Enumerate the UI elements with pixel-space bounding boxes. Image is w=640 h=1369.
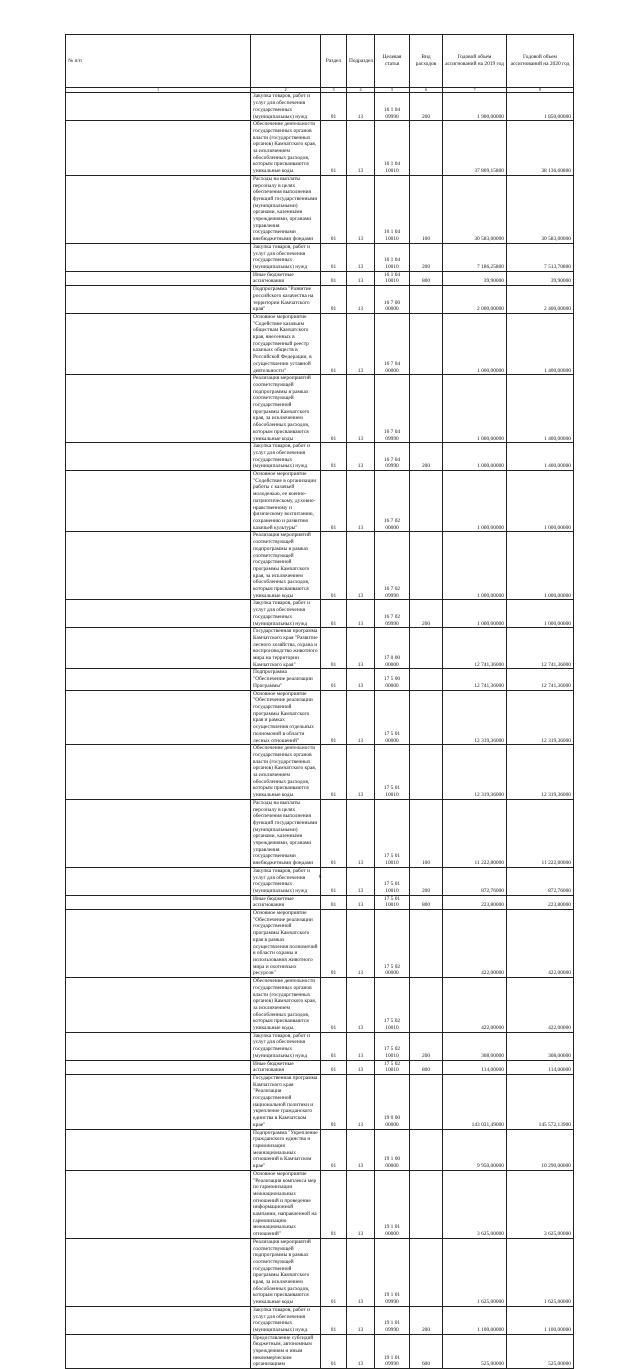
row-2019-cell: 7 186,25800 — [443, 243, 507, 271]
row-number-cell — [66, 121, 251, 176]
row-expense-type-cell — [410, 286, 443, 314]
row-name-cell: Иные бюджетные ассигнования — [251, 895, 321, 909]
row-podrazdel-cell: 13 — [347, 895, 375, 909]
row-2020-cell: 1 000,00000 — [507, 600, 574, 628]
row-razdel-cell: 01 — [321, 1060, 347, 1074]
row-2020-cell: 114,00000 — [507, 1060, 574, 1074]
row-razdel-cell: 01 — [321, 121, 347, 176]
row-razdel-cell: 01 — [321, 1170, 347, 1238]
table-row — [66, 175, 574, 243]
header-podrazdel: Подраздел — [347, 35, 375, 88]
column-index: 5 — [375, 88, 410, 93]
row-target-article-cell: 17 0 00 00000 — [375, 628, 410, 669]
table-row — [66, 690, 574, 745]
row-expense-type-cell — [410, 1074, 443, 1129]
row-podrazdel-cell: 13 — [347, 175, 375, 243]
row-expense-type-cell — [410, 690, 443, 745]
row-number-cell — [66, 910, 251, 978]
row-2019-cell: 12 741,36000 — [443, 628, 507, 669]
table-row — [66, 1129, 574, 1170]
table-row — [66, 243, 574, 271]
row-podrazdel-cell: 13 — [347, 532, 375, 600]
row-expense-type-cell — [410, 745, 443, 800]
row-expense-type-cell: 100 — [410, 799, 443, 867]
row-name-cell: Государственная программа Камчатского края "Реализация государственной национальной политики и укрепление гражданского единства в Камчатском крае" — [251, 1074, 321, 1129]
row-2020-cell: 7 513,70800 — [507, 243, 574, 271]
row-2020-cell: 3 625,00000 — [507, 1170, 574, 1238]
row-name-cell: Реализация мероприятий соответствующей подпрограммы в рамках соответствующей государственной программы Камчатского края, за исключением обособленных расходов, которым присваиваются уникальные коды — [251, 375, 321, 443]
row-name-cell: Закупка товаров, работ и услуг для обеспечения государственных (муниципальных) нужд — [251, 443, 321, 471]
table-row — [66, 1306, 574, 1334]
row-razdel-cell: 01 — [321, 1238, 347, 1306]
row-expense-type-cell — [410, 628, 443, 669]
row-expense-type-cell — [410, 313, 443, 374]
row-target-article-cell: 17 5 02 10010 — [375, 1032, 410, 1060]
row-podrazdel-cell: 13 — [347, 286, 375, 314]
row-name-cell: Подпрограмма "Развитие российского казачества на территории Камчатского края" — [251, 286, 321, 314]
row-target-article-cell: 16 1 04 10010 — [375, 121, 410, 176]
row-2020-cell: 1 400,00000 — [507, 443, 574, 471]
row-razdel-cell: 01 — [321, 271, 347, 285]
table-row — [66, 895, 574, 909]
row-name-cell: Государственная программа Камчатского края "Развитие лесного хозяйства, охрана и воспроизводство животного мира на территории Камчатского края" — [251, 628, 321, 669]
row-podrazdel-cell: 13 — [347, 1129, 375, 1170]
row-2019-cell: 9 950,00000 — [443, 1129, 507, 1170]
row-podrazdel-cell: 13 — [347, 1074, 375, 1129]
row-target-article-cell: 19 1 01 00000 — [375, 1170, 410, 1238]
row-name-cell: Закупка товаров, работ и услуг для обеспечения государственных (муниципальных) нужд — [251, 600, 321, 628]
row-razdel-cell: 01 — [321, 286, 347, 314]
row-target-article-cell: 19 1 01 09990 — [375, 1306, 410, 1334]
row-2020-cell: 308,00000 — [507, 1032, 574, 1060]
row-target-article-cell: 17 5 02 10010 — [375, 1060, 410, 1074]
table-row — [66, 799, 574, 867]
row-target-article-cell: 16 7 02 09990 — [375, 600, 410, 628]
row-target-article-cell: 16 7 04 00000 — [375, 313, 410, 374]
row-2019-cell: 30 583,00000 — [443, 175, 507, 243]
row-number-cell — [66, 1129, 251, 1170]
table-row — [66, 1032, 574, 1060]
row-2020-cell: 145 572,13900 — [507, 1074, 574, 1129]
row-name-cell: Иные бюджетные ассигнования — [251, 271, 321, 285]
row-2019-cell: 525,00000 — [443, 1334, 507, 1369]
column-index: 2 — [251, 88, 321, 93]
row-podrazdel-cell: 13 — [347, 375, 375, 443]
row-razdel-cell: 01 — [321, 93, 347, 121]
row-podrazdel-cell: 13 — [347, 867, 375, 895]
row-expense-type-cell: 800 — [410, 895, 443, 909]
row-name-cell: Обеспечение деятельности государственных органов власти (государственных органов) Камчатского края, за исключением обособленных расходов, которым присваиваются уникальные коды. — [251, 745, 321, 800]
row-2019-cell: 2 000,00000 — [443, 286, 507, 314]
row-podrazdel-cell: 13 — [347, 745, 375, 800]
row-target-article-cell: 17 5 02 00000 — [375, 910, 410, 978]
row-2020-cell: 1 850,00000 — [507, 93, 574, 121]
row-razdel-cell: 01 — [321, 443, 347, 471]
row-razdel-cell: 01 — [321, 243, 347, 271]
row-expense-type-cell: 200 — [410, 600, 443, 628]
row-target-article-cell: 16 7 04 09990 — [375, 443, 410, 471]
row-2020-cell: 11 222,80000 — [507, 799, 574, 867]
row-podrazdel-cell: 13 — [347, 93, 375, 121]
row-razdel-cell: 01 — [321, 690, 347, 745]
row-razdel-cell: 01 — [321, 895, 347, 909]
row-podrazdel-cell: 13 — [347, 471, 375, 532]
table-body — [66, 93, 574, 1369]
table-row — [66, 978, 574, 1033]
row-2020-cell: 872,76000 — [507, 867, 574, 895]
row-razdel-cell: 01 — [321, 471, 347, 532]
row-name-cell: Закупка товаров, работ и услуг для обеспечения государственных (муниципальных) нужд — [251, 1032, 321, 1060]
row-razdel-cell: 01 — [321, 600, 347, 628]
row-2020-cell: 38 136,60800 — [507, 121, 574, 176]
row-razdel-cell: 01 — [321, 313, 347, 374]
row-name-cell: Основное мероприятие "Реализация комплекса мер по гармонизации межнациональных отношений и проведение информационной кампании, направленной на гармонизацию межнациональных отношений" — [251, 1170, 321, 1238]
row-number-cell — [66, 1238, 251, 1306]
row-podrazdel-cell: 13 — [347, 600, 375, 628]
table-row — [66, 271, 574, 285]
row-number-cell — [66, 690, 251, 745]
row-2019-cell: 1 625,00000 — [443, 1238, 507, 1306]
row-expense-type-cell: 200 — [410, 1306, 443, 1334]
row-razdel-cell: 01 — [321, 1334, 347, 1369]
row-2020-cell: 39,90000 — [507, 271, 574, 285]
row-2020-cell: 1 625,00000 — [507, 1238, 574, 1306]
row-expense-type-cell — [410, 669, 443, 690]
row-name-cell: Подпрограмма "Укрепление гражданского единства и гармонизация межнациональных отношений в Камчатском крае" — [251, 1129, 321, 1170]
row-podrazdel-cell: 13 — [347, 1170, 375, 1238]
table-row — [66, 669, 574, 690]
column-index: 4 — [347, 88, 375, 93]
row-razdel-cell: 01 — [321, 1074, 347, 1129]
row-razdel-cell: 01 — [321, 867, 347, 895]
header-target-article: Целевая статья — [375, 35, 410, 88]
row-podrazdel-cell: 13 — [347, 443, 375, 471]
row-expense-type-cell: 600 — [410, 1334, 443, 1369]
row-2019-cell: 39,90000 — [443, 271, 507, 285]
row-name-cell: Расходы на выплаты персоналу в целях обеспечения выполнения функций государственными (муниципальными) органами, казенными учреждениями, органами управления государственными внебюджетными фондами — [251, 175, 321, 243]
row-razdel-cell: 01 — [321, 1129, 347, 1170]
row-2020-cell: 10 290,00000 — [507, 1129, 574, 1170]
row-2020-cell: 1 000,00000 — [507, 532, 574, 600]
row-podrazdel-cell: 13 — [347, 1032, 375, 1060]
row-razdel-cell: 01 — [321, 745, 347, 800]
row-2020-cell: 1 100,00000 — [507, 1306, 574, 1334]
row-razdel-cell: 01 — [321, 799, 347, 867]
row-podrazdel-cell: 13 — [347, 910, 375, 978]
column-index: 6 — [410, 88, 443, 93]
row-razdel-cell: 01 — [321, 910, 347, 978]
header-2019: Годовой объем ассигнований на 2019 год — [443, 35, 507, 88]
row-target-article-cell: 16 7 04 09990 — [375, 375, 410, 443]
row-podrazdel-cell: 13 — [347, 628, 375, 669]
row-number-cell — [66, 443, 251, 471]
row-number-cell — [66, 1334, 251, 1369]
row-2019-cell: 1 000,00000 — [443, 471, 507, 532]
row-number-cell — [66, 1074, 251, 1129]
table-row — [66, 1060, 574, 1074]
row-target-article-cell: 16 7 02 09990 — [375, 532, 410, 600]
row-expense-type-cell — [410, 121, 443, 176]
row-podrazdel-cell: 13 — [347, 669, 375, 690]
row-number-cell — [66, 1306, 251, 1334]
row-target-article-cell: 17 5 01 00000 — [375, 690, 410, 745]
table-row — [66, 600, 574, 628]
table-row — [66, 1238, 574, 1306]
row-2019-cell: 1 000,00000 — [443, 375, 507, 443]
row-expense-type-cell: 200 — [410, 443, 443, 471]
row-razdel-cell: 01 — [321, 1032, 347, 1060]
row-2020-cell: 422,00000 — [507, 910, 574, 978]
row-2019-cell: 308,00000 — [443, 1032, 507, 1060]
row-number-cell — [66, 313, 251, 374]
table-row — [66, 443, 574, 471]
row-expense-type-cell: 200 — [410, 243, 443, 271]
row-2019-cell: 12 319,36000 — [443, 690, 507, 745]
row-razdel-cell: 01 — [321, 532, 347, 600]
row-2019-cell: 1 900,00000 — [443, 93, 507, 121]
row-razdel-cell: 01 — [321, 669, 347, 690]
row-2020-cell: 12 319,36000 — [507, 745, 574, 800]
row-name-cell: Закупка товаров, работ и услуг для обеспечения государственных (муниципальных) нужд — [251, 93, 321, 121]
row-number-cell — [66, 867, 251, 895]
column-index: 8 — [507, 88, 574, 93]
table-row — [66, 867, 574, 895]
table-row — [66, 910, 574, 978]
row-expense-type-cell — [410, 978, 443, 1033]
row-expense-type-cell — [410, 532, 443, 600]
table-row — [66, 471, 574, 532]
row-number-cell — [66, 799, 251, 867]
table-row — [66, 532, 574, 600]
row-2020-cell: 30 583,00000 — [507, 175, 574, 243]
row-podrazdel-cell: 13 — [347, 799, 375, 867]
table-row — [66, 745, 574, 800]
header-name — [251, 35, 321, 88]
row-podrazdel-cell: 13 — [347, 1060, 375, 1074]
header-expense-type: Вид расходов — [410, 35, 443, 88]
row-2020-cell: 525,00000 — [507, 1334, 574, 1369]
row-target-article-cell: 17 5 01 10010 — [375, 745, 410, 800]
row-expense-type-cell: 200 — [410, 867, 443, 895]
column-index: 1 — [66, 88, 251, 93]
table-row — [66, 1334, 574, 1369]
table-row — [66, 121, 574, 176]
row-number-cell — [66, 271, 251, 285]
row-target-article-cell: 16 1 04 10010 — [375, 243, 410, 271]
row-number-cell — [66, 175, 251, 243]
row-2020-cell: 422,00000 — [507, 978, 574, 1033]
row-2020-cell: 12 741,36000 — [507, 669, 574, 690]
row-podrazdel-cell: 13 — [347, 1334, 375, 1369]
row-number-cell — [66, 471, 251, 532]
table-row — [66, 93, 574, 121]
row-expense-type-cell — [410, 375, 443, 443]
row-number-cell — [66, 1032, 251, 1060]
row-number-cell — [66, 669, 251, 690]
row-2019-cell: 872,76000 — [443, 867, 507, 895]
row-podrazdel-cell: 13 — [347, 978, 375, 1033]
row-number-cell — [66, 93, 251, 121]
row-number-cell — [66, 375, 251, 443]
row-name-cell: Обеспечение деятельности государственных органов власти (государственных органов) Камчатского края, за исключением обособленных расходов, которым присваиваются уникальные коды. — [251, 121, 321, 176]
row-expense-type-cell: 200 — [410, 1032, 443, 1060]
row-2020-cell: 12 741,36000 — [507, 628, 574, 669]
row-2019-cell: 1 000,00000 — [443, 443, 507, 471]
row-razdel-cell: 01 — [321, 375, 347, 443]
row-2020-cell: 1 400,00000 — [507, 313, 574, 374]
row-2020-cell: 2 400,00000 — [507, 286, 574, 314]
row-2020-cell: 1 000,00000 — [507, 471, 574, 532]
header-2020: Годовой объем ассигнований на 2020 год — [507, 35, 574, 88]
row-2020-cell: 223,80000 — [507, 895, 574, 909]
row-razdel-cell: 01 — [321, 175, 347, 243]
row-target-article-cell: 17 5 01 10010 — [375, 895, 410, 909]
row-number-cell — [66, 286, 251, 314]
row-name-cell: Основное мероприятие "Обеспечение реализации государственной программы Камчатского края в рамках осуществления полномочий в области охраны и использования животного мира и охотничьих ресурсов" — [251, 910, 321, 978]
row-2019-cell: 12 319,36000 — [443, 745, 507, 800]
row-expense-type-cell: 100 — [410, 175, 443, 243]
page-number: 6 — [318, 874, 322, 880]
row-2019-cell: 223,80000 — [443, 895, 507, 909]
row-2019-cell: 11 222,80000 — [443, 799, 507, 867]
row-razdel-cell: 01 — [321, 628, 347, 669]
row-2019-cell: 1 000,00000 — [443, 313, 507, 374]
row-name-cell: Обеспечение деятельности государственных органов власти (государственных органов) Камчатского края, за исключением обособленных расходов, которым присваиваются уникальные коды. — [251, 978, 321, 1033]
row-2020-cell: 12 319,36000 — [507, 690, 574, 745]
row-2019-cell: 1 100,00000 — [443, 1306, 507, 1334]
row-podrazdel-cell: 13 — [347, 1306, 375, 1334]
row-name-cell: Закупка товаров, работ и услуг для обеспечения государственных (муниципальных) нужд — [251, 243, 321, 271]
row-2019-cell: 114,00000 — [443, 1060, 507, 1074]
row-2019-cell: 1 000,00000 — [443, 532, 507, 600]
row-podrazdel-cell: 13 — [347, 243, 375, 271]
row-name-cell: Закупка товаров, работ и услуг для обеспечения государственных (муниципальных) нужд — [251, 867, 321, 895]
row-name-cell: Иные бюджетные ассигнования — [251, 1060, 321, 1074]
row-podrazdel-cell: 13 — [347, 121, 375, 176]
row-target-article-cell: 16 1 04 09990 — [375, 93, 410, 121]
row-target-article-cell: 17 5 02 10010 — [375, 978, 410, 1033]
row-number-cell — [66, 628, 251, 669]
column-index: 7 — [443, 88, 507, 93]
header-razdel: Раздел — [321, 35, 347, 88]
row-target-article-cell: 19 0 00 00000 — [375, 1074, 410, 1129]
row-target-article-cell: 16 7 02 00000 — [375, 471, 410, 532]
row-expense-type-cell — [410, 1238, 443, 1306]
row-target-article-cell: 17 5 01 10010 — [375, 867, 410, 895]
budget-table — [65, 34, 574, 1369]
row-2019-cell: 3 625,00000 — [443, 1170, 507, 1238]
row-expense-type-cell: 800 — [410, 271, 443, 285]
row-2019-cell: 422,00000 — [443, 910, 507, 978]
row-number-cell — [66, 1060, 251, 1074]
row-2019-cell: 143 031,49000 — [443, 1074, 507, 1129]
row-number-cell — [66, 895, 251, 909]
row-razdel-cell: 01 — [321, 978, 347, 1033]
row-name-cell: Предоставление субсидий бюджетным, автономным учреждениям и иным некоммерческим организациям — [251, 1334, 321, 1369]
table-row — [66, 1170, 574, 1238]
row-target-article-cell: 19 1 01 09990 — [375, 1334, 410, 1369]
row-target-article-cell: 17 5 01 10010 — [375, 799, 410, 867]
row-target-article-cell: 17 5 00 00000 — [375, 669, 410, 690]
row-number-cell — [66, 745, 251, 800]
table-row — [66, 286, 574, 314]
column-index: 3 — [321, 88, 347, 93]
table-header-row — [66, 35, 574, 88]
row-name-cell: Основное мероприятие "Содействие в организации работы с казачьей молодежью, ее военно-патриотическому, духовно-нравственному и физическому воспитанию, сохранению и развитию казачьей культуры" — [251, 471, 321, 532]
table-row — [66, 313, 574, 374]
row-name-cell: Основное мероприятие "Содействие казачьим обществам Камчатского края, внесенных в государственный реестр казачьих обществ в Российской Федерации, в осуществлении уставной деятельности" — [251, 313, 321, 374]
row-expense-type-cell — [410, 471, 443, 532]
row-expense-type-cell: 800 — [410, 1060, 443, 1074]
row-number-cell — [66, 532, 251, 600]
row-razdel-cell: 01 — [321, 1306, 347, 1334]
row-2020-cell: 1 400,00000 — [507, 375, 574, 443]
row-expense-type-cell: 200 — [410, 93, 443, 121]
row-name-cell: Закупка товаров, работ и услуг для обеспечения государственных (муниципальных) нужд — [251, 1306, 321, 1334]
row-target-article-cell: 16 1 04 10010 — [375, 175, 410, 243]
row-expense-type-cell — [410, 1129, 443, 1170]
row-name-cell: Подпрограмма "Обеспечение реализации Программы" — [251, 669, 321, 690]
row-expense-type-cell — [410, 910, 443, 978]
row-name-cell: Реализация мероприятий соответствующей подпрограммы в рамках соответствующей государственной программы Камчатского края, за исключением обособленных расходов, которым присваиваются уникальные коды — [251, 1238, 321, 1306]
row-2019-cell: 422,00000 — [443, 978, 507, 1033]
row-podrazdel-cell: 13 — [347, 1238, 375, 1306]
row-2019-cell: 37 809,15800 — [443, 121, 507, 176]
row-2019-cell: 1 000,00000 — [443, 600, 507, 628]
row-number-cell — [66, 978, 251, 1033]
row-number-cell — [66, 600, 251, 628]
table-row — [66, 1074, 574, 1129]
row-target-article-cell: 16 1 04 10010 — [375, 271, 410, 285]
row-name-cell: Расходы на выплаты персоналу в целях обеспечения выполнения функций государственными (муниципальными) органами, казенными учреждениями, органами управления государственными внебюджетными фондами — [251, 799, 321, 867]
row-podrazdel-cell: 13 — [347, 690, 375, 745]
row-podrazdel-cell: 13 — [347, 313, 375, 374]
row-target-article-cell: 19 1 00 00000 — [375, 1129, 410, 1170]
row-name-cell: Реализация мероприятий соответствующей подпрограммы в рамках соответствующей государственной программы Камчатского края, за исключением обособленных расходов, которым присваиваются уникальные коды — [251, 532, 321, 600]
row-number-cell — [66, 1170, 251, 1238]
table-row — [66, 628, 574, 669]
row-expense-type-cell — [410, 1170, 443, 1238]
row-target-article-cell: 19 1 01 09990 — [375, 1238, 410, 1306]
table-row — [66, 375, 574, 443]
row-number-cell — [66, 243, 251, 271]
row-target-article-cell: 16 7 00 00000 — [375, 286, 410, 314]
row-2019-cell: 12 741,36000 — [443, 669, 507, 690]
header-num: № п/п — [66, 35, 251, 88]
row-name-cell: Основное мероприятие "Обеспечение реализации государственной программы Камчатского края и рамках осуществления отдельных полномочий в области лесных отношений" — [251, 690, 321, 745]
row-podrazdel-cell: 13 — [347, 271, 375, 285]
